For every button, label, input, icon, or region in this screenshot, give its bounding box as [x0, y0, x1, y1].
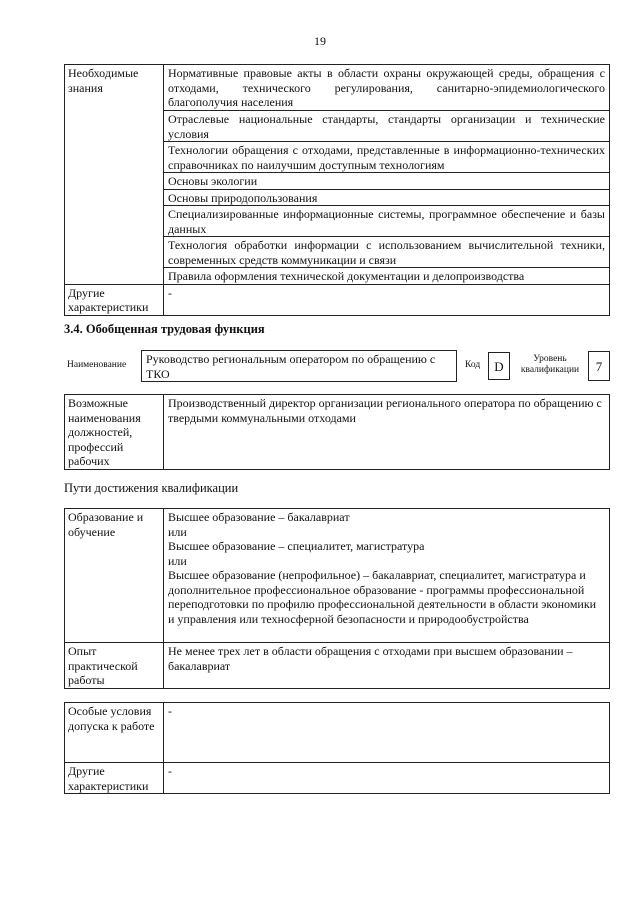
- knowledge-item: Нормативные правовые акты в области охраны окружающей среды, обращения с отходами, технического регулирования, санитарно-эпидемиологического благополучия населения: [164, 65, 610, 111]
- knowledge-table: [64, 64, 610, 316]
- knowledge-item: Основы природопользования: [164, 189, 610, 206]
- special-conditions-label: Особые условия допуска к работе: [65, 703, 164, 763]
- positions-label: Возможные наименования должностей, профессий рабочих: [65, 395, 164, 470]
- code-value: D: [488, 352, 510, 380]
- experience-label: Опыт практической работы: [65, 643, 164, 689]
- education-label: Образование и обучение: [65, 509, 164, 643]
- experience-value: Не менее трех лет в области обращения с отходами при высшем образовании – бакалавриат: [164, 643, 610, 689]
- page-number: 19: [314, 34, 326, 48]
- knowledge-item: Технологии обращения с отходами, представленные в информационно-технических справочниках по наилучшим доступным технологиям: [164, 142, 610, 173]
- knowledge-item: Технология обработки информации с использованием вычислительной техники, современных средств коммуникации и связи: [164, 237, 610, 268]
- education-line: или: [168, 553, 187, 568]
- other-characteristics-label: Другие характеристики: [65, 284, 164, 315]
- code-label: Код: [465, 360, 481, 370]
- knowledge-label: Необходимые знания: [65, 65, 164, 285]
- conditions-table: [64, 702, 610, 794]
- education-line: Высшее образование – бакалавриат: [168, 510, 350, 524]
- name-label: Наименование: [67, 360, 127, 370]
- other-characteristics-2-label: Другие характеристики: [65, 763, 164, 794]
- level-label: Уровень квалификации: [520, 354, 580, 375]
- knowledge-item: Специализированные информационные системы, программное обеспечение и базы данных: [164, 206, 610, 237]
- section-heading: 3.4. Обобщенная трудовая функция: [64, 322, 265, 336]
- education-table: [64, 508, 610, 689]
- education-line: Высшее образование (непрофильное) – бакалавриат, специалитет, магистратура и дополнительное профессиональное образование - программы профессиональной переподготовки по профилю профессиональной деятельности в области экономики и управления или техносферной безопасности и природообустройства: [168, 568, 597, 626]
- special-conditions-value: -: [164, 703, 610, 763]
- positions-table: [64, 394, 610, 470]
- other-characteristics-value: -: [164, 284, 610, 315]
- level-value: 7: [588, 351, 610, 381]
- knowledge-item: Отраслевые национальные стандарты, стандарты организации и технические условия: [164, 111, 610, 142]
- knowledge-item: Основы экологии: [164, 173, 610, 190]
- education-line: Высшее образование – специалитет, магистратура: [168, 539, 425, 553]
- education-value: [164, 509, 610, 643]
- other-characteristics-2-value: -: [164, 763, 610, 794]
- education-line: или: [168, 524, 187, 539]
- qualification-paths-title: Пути достижения квалификации: [64, 481, 239, 495]
- positions-value: Производственный директор организации регионального оператора по обращению с твердыми коммунальными отходами: [164, 395, 610, 470]
- knowledge-item: Правила оформления технической документации и делопроизводства: [164, 268, 610, 285]
- function-name-value: Руководство региональным оператором по обращению с ТКО: [141, 350, 457, 382]
